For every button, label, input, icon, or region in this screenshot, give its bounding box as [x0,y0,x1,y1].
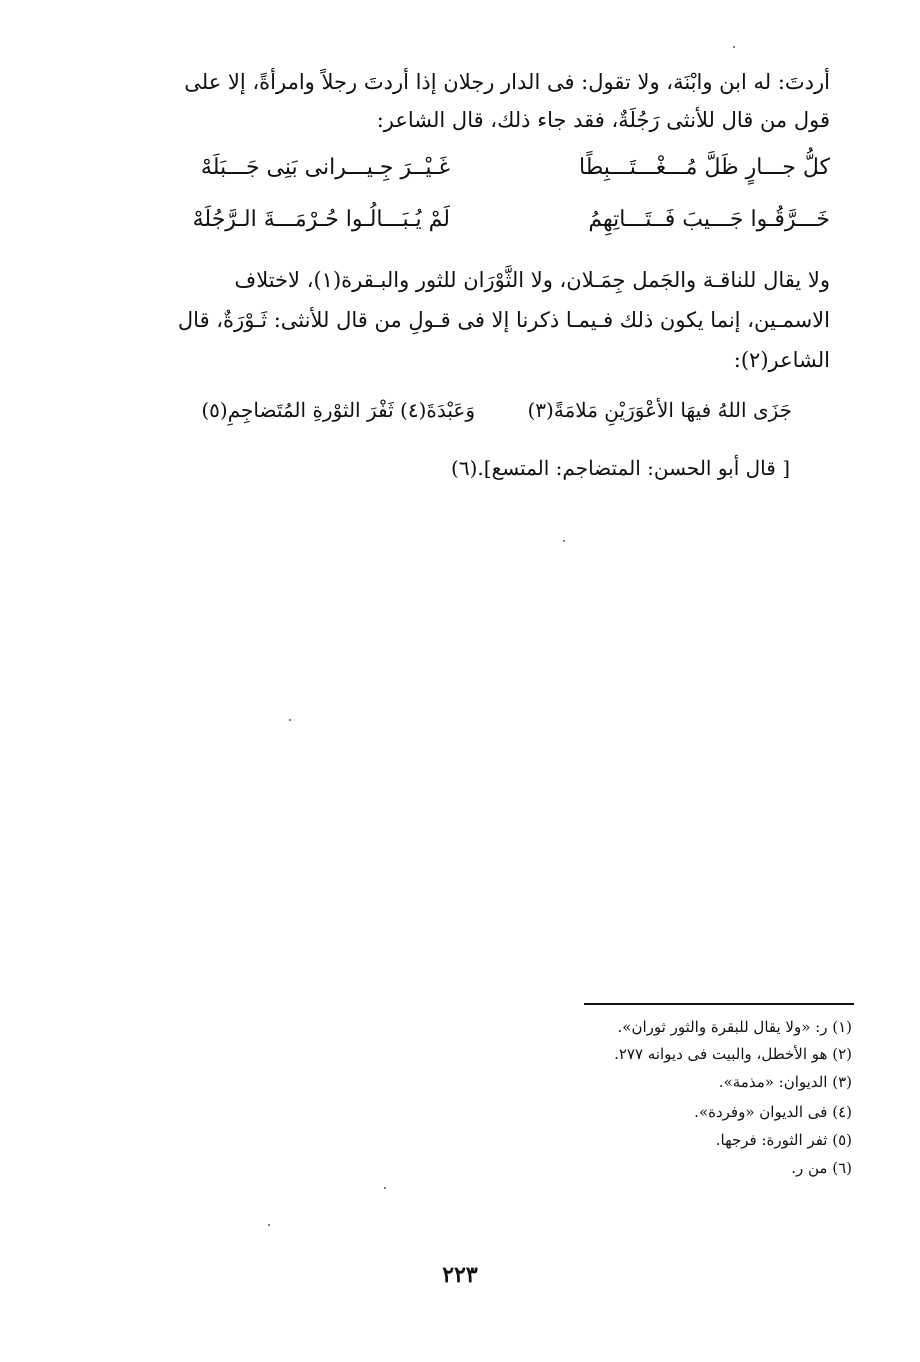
scan-speck [563,540,565,542]
footnote-3: (٣) الديوان: «مذمة». [718,1073,852,1091]
paragraph-1-line-2: قول من قال للأنثى رَجُلَةٌ، فقد جاء ذلك، قال الشاعر: [376,108,830,132]
footnote-4: (٤) فى الديوان «وفردة». [694,1103,852,1121]
footnote-5: (٥) ثفر الثورة: فرجها. [715,1131,852,1149]
editorial-note: [ قال أبو الحسن: المتضاجم: المتسع].(٦) [451,456,790,480]
scan-speck [268,1224,270,1226]
footnote-6: (٦) من ر. [791,1159,852,1177]
verse-1-second-hemistich: غَـيْــرَ جِـيـــرانى بَنِى جَـــبَلَهْ [200,155,450,180]
verse-3-first-hemistich: جَزَى اللهُ فيهَا الأعْوَرَيْنِ مَلامَةً(٣) [527,398,792,422]
scan-speck [289,719,291,721]
footnote-1: (١) ر: «ولا يقال للبقرة والثور ثوران». [617,1018,852,1036]
paragraph-2-line-3: الشاعر(٢): [733,348,830,372]
verse-3-second-hemistich: وَعَبْدَةَ(٤) ثَفْرَ الثوْرةِ المُتَضاجِمِ(٥) [201,398,475,422]
verse-2-first-hemistich: خَـــرَّقُـوا جَـــيبَ فَــتَـــاتِهِمُ [588,207,830,232]
footnote-separator [584,1003,854,1005]
scan-speck [384,1187,386,1189]
verse-1-first-hemistich: كلُّ جـــارٍ ظَلَّ مُـــغْـــتَـــبِطًا [579,155,830,180]
page-number: ٢٢٣ [442,1262,478,1288]
paragraph-2-line-2: الاسمـين، إنما يكون ذلك فـيمـا ذكرنا إلا فى قـولِ من قال للأنثى: ثَـوْرَةٌ، قال [177,308,830,332]
paragraph-1-line-1: أردتَ: له ابن وابْنَة، ولا تقول: فى الدار رجلان إذا أردتَ رجلاً وامرأةً، إلا على [184,70,830,94]
paragraph-2-line-1: ولا يقال للناقـة والجَمل جِمَـلان، ولا الثَّوْرَان للثور والبـقرة(١)، لاختلاف [234,268,830,292]
verse-2-second-hemistich: لَمْ يُـبَـــالُـوا حُـرْمَـــةَ الـرَّجُلَهْ [192,207,450,232]
footnote-2: (٢) هو الأخطل، والبيت فى ديوانه ٢٧٧. [614,1045,852,1063]
scan-speck [733,46,735,48]
